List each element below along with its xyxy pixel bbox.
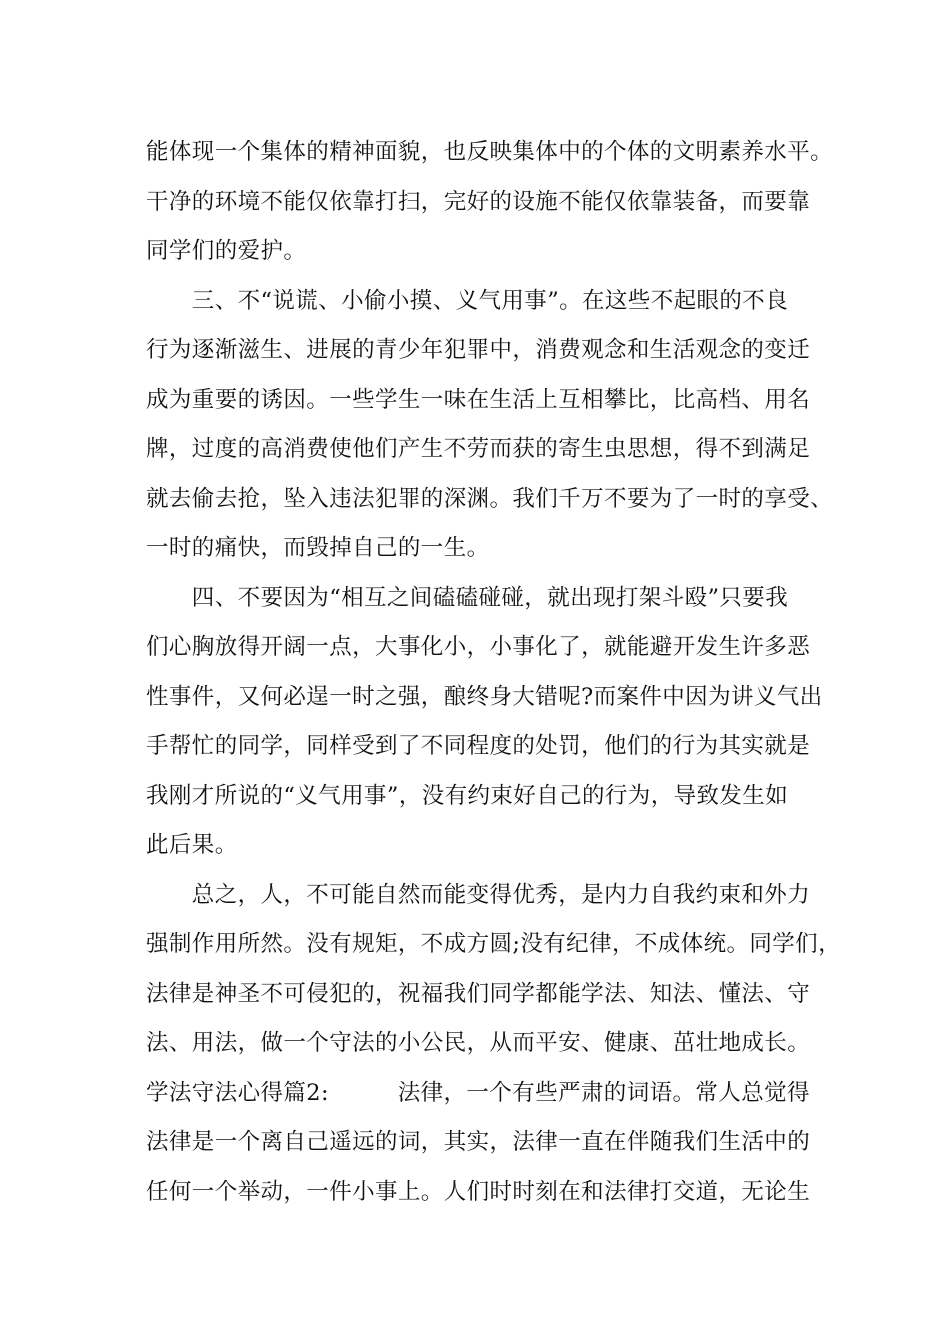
text-line: 手帮忙的同学，同样受到了不同程度的处罚，他们的行为其实就是 — [146, 733, 811, 759]
text-line: 牌，过度的高消费使他们产生不劳而获的寄生虫思想，得不到满足 — [146, 436, 811, 462]
text-line: 们心胸放得开阔一点，大事化小，小事化了，就能避开发生许多恶 — [146, 634, 811, 660]
text-line: 总之，人，不可能自然而能变得优秀，是内力自我约束和外力 — [146, 881, 811, 908]
text-line: 成为重要的诱因。一些学生一味在生活上互相攀比，比高档、用名 — [146, 386, 811, 413]
text-line: 性事件，又何必逞一时之强，酿终身大错呢?而案件中因为讲义气出 — [146, 683, 823, 710]
text-line: 此后果。 — [146, 832, 238, 858]
text-line: 法律是神圣不可侵犯的，祝福我们同学都能学法、知法、懂法、守 — [146, 980, 811, 1007]
text-line: 四、不要因为“相互之间磕磕碰碰，就出现打架斗殴”只要我 — [146, 584, 789, 611]
text-line: 同学们的爱护。 — [146, 238, 307, 264]
text-line: 能体现一个集体的精神面貌，也反映集体中的个体的文明素养水平。 — [146, 139, 834, 165]
text-line: 三、不“说谎、小偷小摸、义气用事”。在这些不起眼的不良 — [146, 287, 789, 314]
text-line: 一时的痛快，而毁掉自己的一生。 — [146, 535, 490, 561]
text-line: 干净的环境不能仅依靠打扫，完好的设施不能仅依靠装备，而要靠 — [146, 188, 811, 215]
text-line: 学法守法心得篇2: 法律，一个有些严肃的词语。常人总觉得 — [146, 1079, 810, 1106]
text-line: 法律是一个离自己遥远的词，其实，法律一直在伴随我们生活中的 — [146, 1129, 811, 1155]
document-body — [146, 128, 841, 1217]
text-line: 任何一个举动，一件小事上。人们时时刻在和法律打交道，无论生 — [146, 1178, 811, 1205]
text-line: 我刚才所说的“义气用事”，没有约束好自己的行为，导致发生如 — [146, 782, 789, 809]
text-line: 行为逐渐滋生、进展的青少年犯罪中，消费观念和生活观念的变迁 — [146, 337, 811, 363]
text-line: 强制作用所然。没有规矩，不成方圆;没有纪律，不成体统。同学们， — [146, 931, 841, 957]
text-line: 就去偷去抢，坠入违法犯罪的深渊。我们千万不要为了一时的享受、 — [146, 485, 834, 512]
text-line: 法、用法，做一个守法的小公民，从而平安、健康、茁壮地成长。 — [146, 1030, 811, 1056]
